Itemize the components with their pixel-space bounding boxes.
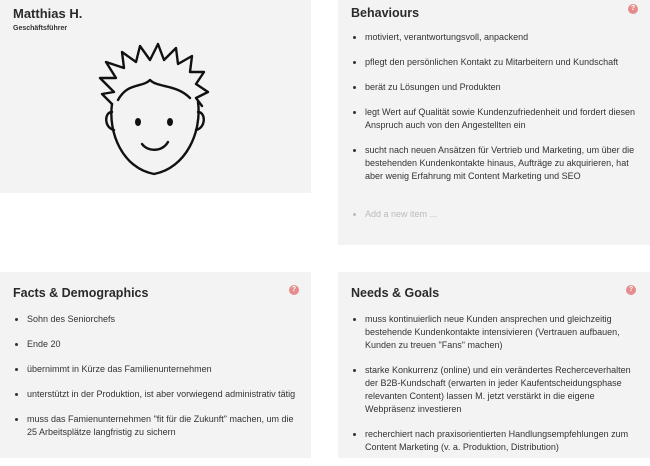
list-item[interactable]: sucht nach neuen Ansätzen für Vertrieb und Marketing, um über die bestehenden Kundenkontakte hinaus, Aufträge zu akquirieren, hat aber wenig Erfahrung mit Content Marketing und SEO [351, 144, 642, 183]
list-item[interactable]: berät zu Lösungen und Produkten [351, 81, 642, 94]
list-item[interactable]: starke Konkurrenz (online) und ein verändertes Recherceverhalten der B2B-Kundschaft (erwarten in jeder Kaufentscheidungsphase relevanten Content) lassen M. jetzt verstärkt in die eigene Webpräsenz investieren [351, 364, 642, 416]
list-item[interactable]: Sohn des Seniorchefs [13, 313, 303, 326]
add-item-input[interactable]: Add a new item ... [351, 209, 437, 219]
facts-demographics-card [0, 272, 311, 458]
needs-title: Needs & Goals [351, 286, 440, 300]
behaviours-card [338, 0, 650, 245]
persona-avatar-icon[interactable] [98, 42, 210, 182]
facts-title: Facts & Demographics [13, 286, 149, 300]
needs-list [351, 313, 642, 466]
list-item[interactable]: pflegt den persönlichen Kontakt zu Mitarbeitern und Kundschaft [351, 56, 642, 69]
help-icon[interactable]: ? [289, 285, 299, 295]
behaviours-title: Behaviours [351, 6, 420, 20]
behaviours-list [351, 31, 642, 195]
help-icon[interactable]: ? [626, 285, 636, 295]
list-item[interactable]: unterstützt in der Produktion, ist aber vorwiegend administrativ tätig [13, 388, 303, 401]
list-item[interactable]: muss kontinuierlich neue Kunden ansprechen und gleichzeitig bestehende Kundenkontakte intensivieren (Vertrauen aufbauen, Kunden zu treuen "Fans" machen) [351, 313, 642, 352]
persona-role[interactable]: Geschäftsführer [13, 25, 68, 32]
facts-list [13, 313, 303, 451]
persona-name[interactable]: Matthias H. [13, 6, 83, 21]
list-item[interactable]: legt Wert auf Qualität sowie Kundenzufriedenheit und fordert diesen Anspruch auch von den Angestellten ein [351, 106, 642, 132]
list-item[interactable]: übernimmt in Kürze das Familienunternehmen [13, 363, 303, 376]
needs-goals-card [338, 272, 650, 458]
list-item[interactable]: motiviert, verantwortungsvoll, anpackend [351, 31, 642, 44]
list-item[interactable]: recherchiert nach praxisorientierten Handlungsempfehlungen zum Content Marketing (v. a. Produktion, Distribution) [351, 428, 642, 454]
list-item[interactable]: Ende 20 [13, 338, 303, 351]
list-item[interactable]: muss das Famienunternehmen "fit für die Zukunft" machen, um die 25 Arbeitsplätze langfristig zu sichern [13, 413, 303, 439]
persona-profile-card [0, 0, 311, 193]
help-icon[interactable]: ? [628, 4, 638, 14]
